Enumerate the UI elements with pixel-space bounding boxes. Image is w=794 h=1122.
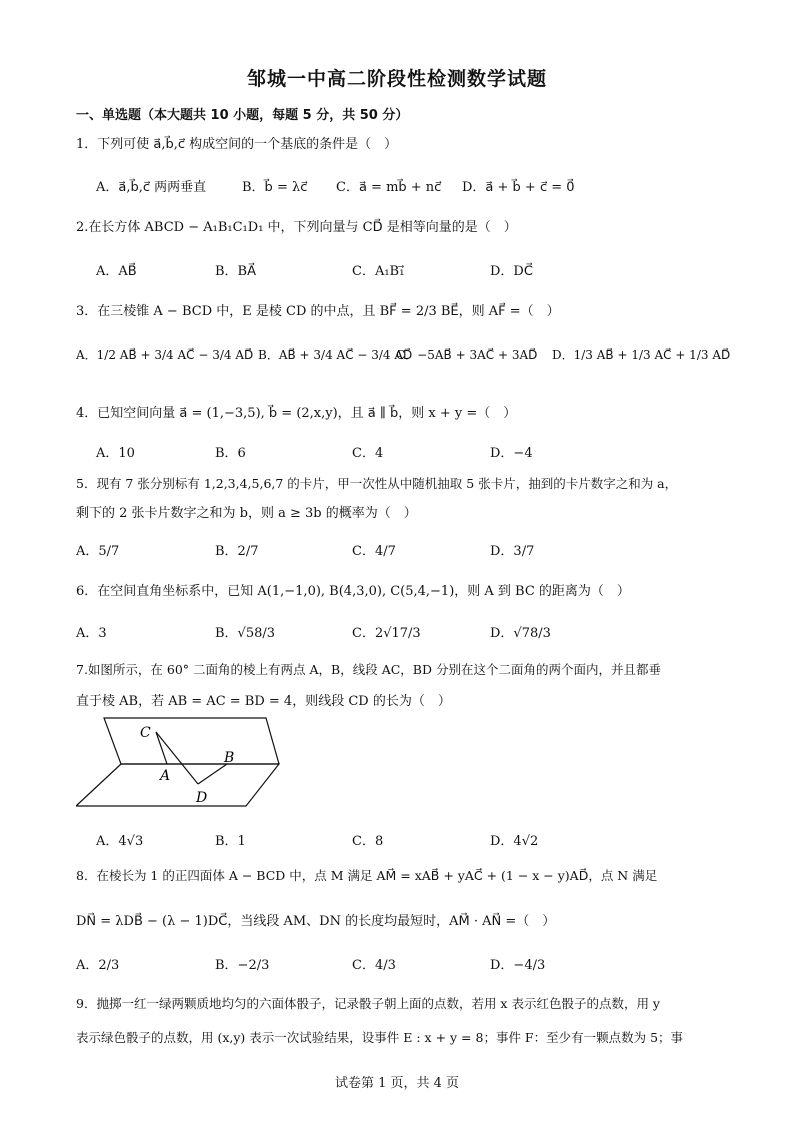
q8-line1: 8．在棱长为 1 的正四面体 A − BCD 中，点 M 满足 AM⃗ = xAB⃗ + yAC⃗ + (1 − x − y)AD⃗，点 N 满足 — [76, 868, 658, 883]
q8-option-b: B．−2/3 — [215, 958, 270, 973]
upper-plane — [104, 718, 279, 764]
q7-line2: 直于棱 AB，若 AB = AC = BD = 4，则线段 CD 的长为（ ） — [76, 694, 451, 709]
q5-option-d: D．3/7 — [490, 544, 535, 559]
q5-option-a: A．5/7 — [76, 544, 120, 559]
q2-option-b: B．BA⃗ — [215, 264, 256, 279]
q4-option-b: B．6 — [215, 446, 246, 461]
q8-option-c: C．4/3 — [352, 958, 396, 973]
q8-option-a: A．2/3 — [76, 958, 120, 973]
figure-label-a: A — [160, 768, 171, 784]
segment-ca — [156, 732, 167, 764]
q3-option-d: D．1/3 AB⃗ + 1/3 AC⃗ + 1/3 AD⃗ — [552, 348, 731, 362]
q5-line2: 剩下的 2 张卡片数字之和为 b，则 a ≥ 3b 的概率为（ ） — [76, 506, 417, 521]
q6-option-d: D．√78/3 — [490, 626, 551, 641]
q5-option-c: C．4/7 — [352, 544, 396, 559]
q2-option-a: A．AB⃗ — [96, 264, 137, 279]
q3-option-c: C．−5AB⃗ + 3AC⃗ + 3AD⃗ — [396, 348, 538, 362]
q4-stem: 4．已知空间向量 a⃗ = (1,−3,5), b⃗ = (2,x,y)，且 a⃗ ∥ b⃗，则 x + y =（ ） — [76, 406, 517, 421]
q1-option-c: C．a⃗ = mb⃗ + nc⃗ — [336, 180, 442, 195]
section-heading: 一、单选题（本大题共 10 小题，每题 5 分，共 50 分） — [76, 108, 409, 123]
q3-stem: 3．在三棱锥 A − BCD 中，E 是棱 CD 的中点，且 BF⃗ = 2/3 BE⃗，则 AF⃗ =（ ） — [76, 304, 560, 319]
q7-option-a: A．4√3 — [96, 834, 144, 849]
figure-label-c: C — [140, 725, 151, 741]
q9-line2: 表示绿色骰子的点数，用 (x,y) 表示一次试验结果，设事件 E : x + y = 8；事件 F：至少有一颗点数为 5；事 — [76, 1030, 684, 1045]
q9-line1: 9．抛掷一红一绿两颗质地均匀的六面体骰子，记录骰子朝上面的点数，若用 x 表示红色骰子的点数，用 y — [76, 996, 660, 1011]
page-footer: 试卷第 1 页，共 4 页 — [334, 1076, 460, 1091]
q2-option-c: C．A₁B₁⃗ — [352, 264, 405, 279]
q3-option-b: B．AB⃗ + 3/4 AC⃗ − 3/4 AD⃗ — [258, 348, 413, 362]
q6-option-c: C．2√17/3 — [352, 626, 421, 641]
lower-plane — [76, 764, 279, 806]
q8-line2: DN⃗ = λDB⃗ − (λ − 1)DC⃗，当线段 AM、DN 的长度均最短时，AM⃗ · AN⃗ =（ ） — [76, 914, 556, 929]
figure-label-d: D — [196, 790, 208, 806]
q6-option-b: B．√58/3 — [215, 626, 276, 641]
figure-label-b: B — [224, 750, 235, 766]
q7-line1: 7.如图所示，在 60° 二面角的棱上有两点 A，B，线段 AC，BD 分别在这个二面角的两个面内，并且都垂 — [76, 662, 661, 677]
q6-option-a: A．3 — [76, 626, 107, 641]
q5-line1: 5．现有 7 张分别标有 1,2,3,4,5,6,7 的卡片，甲一次性从中随机抽取 5 张卡片，抽到的卡片数字之和为 a， — [76, 476, 678, 491]
q1-option-b: B．b⃗ = λc⃗ — [242, 180, 308, 195]
q8-option-d: D．−4/3 — [490, 958, 546, 973]
page-title: 邹城一中高二阶段性检测数学试题 — [246, 68, 547, 90]
q4-option-d: D．−4 — [490, 446, 533, 461]
q6-stem: 6．在空间直角坐标系中，已知 A(1,−1,0), B(4,3,0), C(5,4,−1)，则 A 到 BC 的距离为（ ） — [76, 584, 630, 599]
q2-stem: 2.在长方体 ABCD − A₁B₁C₁D₁ 中，下列向量与 CD⃗ 是相等向量的是（ ） — [76, 220, 517, 235]
q7-option-c: C．8 — [352, 834, 384, 849]
q4-option-c: C．4 — [352, 446, 384, 461]
dihedral-angle-figure — [76, 712, 306, 812]
q5-option-b: B．2/7 — [215, 544, 259, 559]
q3-option-a: A．1/2 AB⃗ + 3/4 AC⃗ − 3/4 AD⃗ — [76, 348, 254, 362]
q7-option-b: B．1 — [215, 834, 246, 849]
segment-db — [198, 764, 227, 784]
q7-option-d: D．4√2 — [490, 834, 539, 849]
q4-option-a: A．10 — [96, 446, 135, 461]
q1-option-a: A．a⃗,b⃗,c⃗ 两两垂直 — [96, 180, 207, 195]
q1-stem: 1．下列可使 a⃗,b⃗,c⃗ 构成空间的一个基底的条件是（ ） — [76, 137, 398, 152]
q2-option-d: D．DC⃗ — [490, 264, 533, 279]
q1-option-d: D．a⃗ + b⃗ + c⃗ = 0⃗ — [462, 180, 575, 195]
